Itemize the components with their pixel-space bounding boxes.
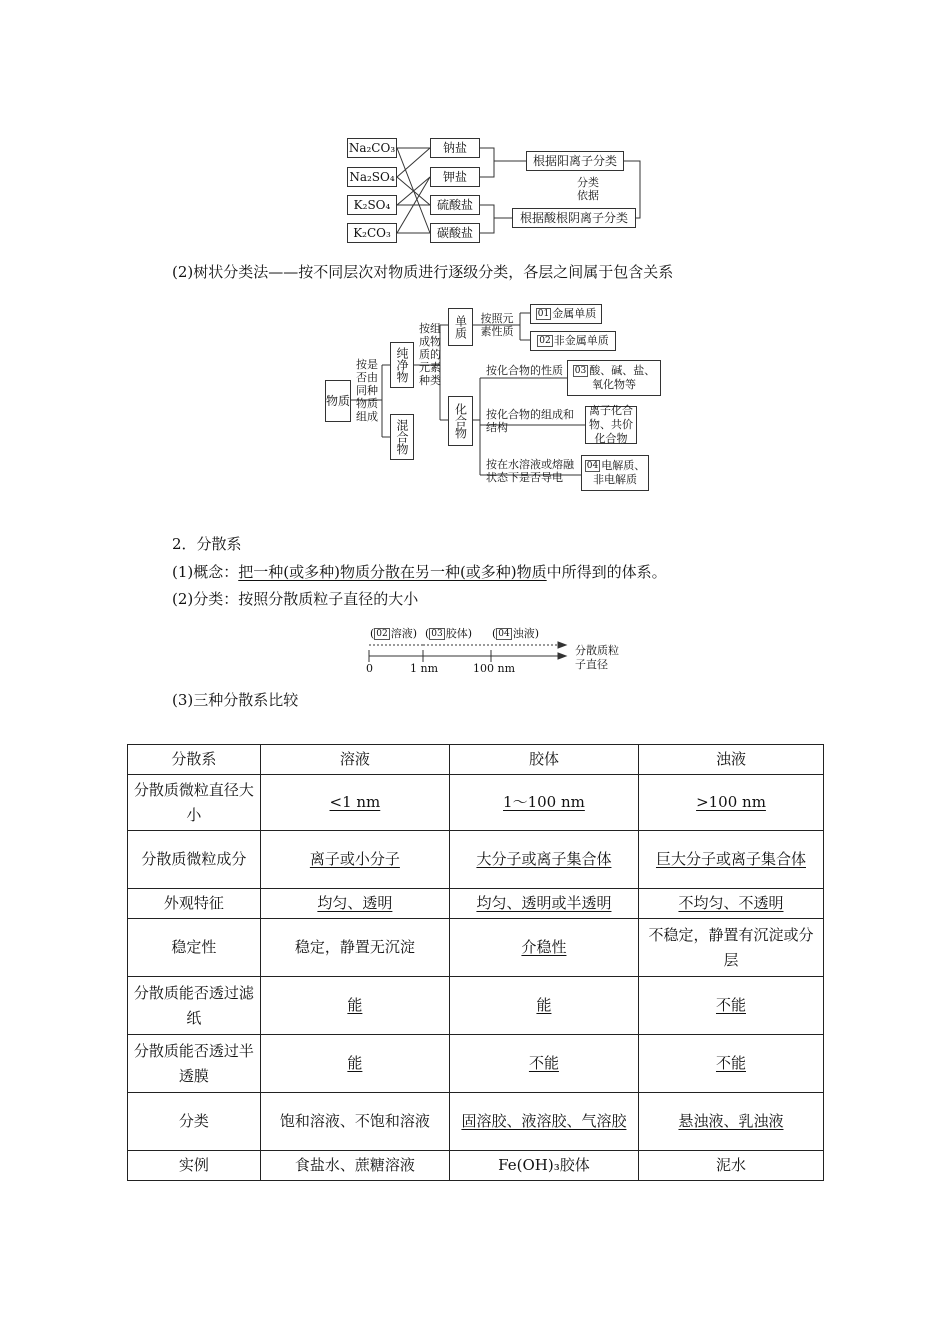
classification-basis: 分类依据: [577, 176, 599, 202]
concept-suffix: 中所得到的体系。: [546, 563, 667, 581]
tree-metal-label: 金属单质: [552, 307, 597, 320]
scale-s2: 胶体: [445, 627, 468, 640]
table-cell: 食盐水、蔗糖溶液: [260, 1151, 449, 1181]
concept-underlined: 把一种(或多种)物质分散在另一种(或多种)物质: [238, 563, 547, 581]
scale-tick-1nm: 1 nm: [410, 662, 439, 675]
row-label: 分散质能否透过滤纸: [128, 977, 261, 1035]
dispersion-comparison-table: [127, 744, 824, 1181]
scale-s1: 溶液: [390, 627, 413, 640]
header-cell: 分散系: [128, 745, 261, 775]
tree-root-criterion: 按是否由同种物质组成: [356, 358, 378, 423]
table-cell: 不稳定，静置有沉淀或分层: [638, 919, 823, 977]
sodium-salt: 钠盐: [430, 138, 480, 158]
tree-c3-criterion: 按在水溶液或熔融状态下是否导电: [486, 458, 574, 484]
concept-prefix: (1)概念：: [172, 563, 239, 581]
table-cell: 离子或小分子: [260, 831, 449, 889]
row-label: 实例: [128, 1151, 261, 1181]
row-label: 分散质微粒成分: [128, 831, 261, 889]
header-cell: 胶体: [449, 745, 638, 775]
tree-element-criterion: 按照元素性质: [480, 312, 514, 338]
table-cell: >100 nm: [638, 775, 823, 831]
table-row: [128, 1093, 824, 1151]
scale-n2: 03: [431, 629, 443, 639]
row-label: 分类: [128, 1093, 261, 1151]
table-header-row: [128, 745, 824, 775]
table-cell: 悬浊液、乳浊液: [638, 1093, 823, 1151]
tree-classification-heading: (2)树状分类法——按不同层次对物质进行逐级分类，各层之间属于包含关系: [172, 263, 674, 281]
scale-axis-label: 分散质粒子直径: [575, 644, 619, 671]
table-cell: 不能: [638, 1035, 823, 1093]
table-row: [128, 889, 824, 919]
table-cell: 泥水: [638, 1151, 823, 1181]
tree-c2-result: 离子化合物、共价化合物: [585, 406, 637, 444]
tree-nonmetal-num: 02: [539, 336, 551, 346]
sulfate-salt: 硫酸盐: [430, 195, 480, 215]
compare-heading: (3)三种分散系比较: [172, 691, 299, 709]
section-2-title: 2．分散系: [172, 535, 242, 553]
table-row: [128, 1151, 824, 1181]
table-cell: 巨大分子或离子集合体: [638, 831, 823, 889]
tree-root-substance: 物质: [325, 380, 351, 422]
table-row: [128, 1035, 824, 1093]
scale-solution-label: ( 02 溶液): [370, 627, 418, 640]
table-cell: 均匀、透明: [260, 889, 449, 919]
table-cell: 不均匀、不透明: [638, 889, 823, 919]
salt-k2co3: K₂CO₃: [347, 223, 397, 243]
table-cell: 能: [260, 977, 449, 1035]
tree-metal-num: 01: [537, 309, 550, 319]
potassium-salt: 钾盐: [430, 167, 480, 187]
tree-mixture: 混合物: [390, 414, 414, 460]
table-cell: 均匀、透明或半透明: [449, 889, 638, 919]
header-cell: 溶液: [260, 745, 449, 775]
table-cell: 能: [260, 1035, 449, 1093]
table-cell: 稳定，静置无沉淀: [260, 919, 449, 977]
table-cell: 1～100 nm: [449, 775, 638, 831]
row-label: 稳定性: [128, 919, 261, 977]
tree-c1-num: 03: [574, 366, 587, 376]
tree-c2-criterion: 按化合物的组成和结构: [486, 408, 574, 434]
tree-pure-substance: 纯净物: [390, 342, 414, 388]
scale-tick-0: 0: [366, 662, 373, 675]
scale-colloid-label: ( 03 胶体): [425, 627, 473, 640]
scale-n1: 02: [376, 629, 388, 639]
table-cell: 不能: [638, 977, 823, 1035]
salt-na2co3: Na₂CO₃: [347, 138, 397, 158]
tree-c3-num: 04: [586, 461, 599, 471]
tree-nonmetal-label: 非金属单质: [553, 334, 609, 347]
table-cell: <1 nm: [260, 775, 449, 831]
scale-tick-100nm: 100 nm: [473, 662, 516, 675]
tree-c1-label: 酸、碱、盐、氧化物等: [589, 364, 656, 391]
scale-n3: 04: [498, 629, 510, 639]
table-cell: 饱和溶液、不饱和溶液: [260, 1093, 449, 1151]
header-cell: 浊液: [638, 745, 823, 775]
salt-k2so4: K₂SO₄: [347, 195, 397, 215]
table-row: [128, 775, 824, 831]
carbonate-salt: 碳酸盐: [430, 223, 480, 243]
table-cell: Fe(OH)₃胶体: [449, 1151, 638, 1181]
table-cell: 能: [449, 977, 638, 1035]
table-cell: 介稳性: [449, 919, 638, 977]
table-cell: 大分子或离子集合体: [449, 831, 638, 889]
table-cell: 固溶胶、液溶胶、气溶胶: [449, 1093, 638, 1151]
table-row: [128, 977, 824, 1035]
tree-c1-criterion: 按化合物的性质: [486, 364, 563, 377]
anion-classification: 根据酸根阴离子分类: [512, 208, 636, 228]
tree-pure-criterion: 按组成物质的元素种类: [419, 322, 441, 387]
classify-line: (2)分类：按照分散质粒子直径的大小: [172, 590, 419, 608]
scale-suspension-label: ( 04 浊液): [492, 627, 540, 640]
table-row: [128, 831, 824, 889]
tree-element: 单质: [448, 308, 473, 346]
salt-na2so4: Na₂SO₄: [347, 167, 397, 187]
tree-c3-label: 电解质、非电解质: [593, 459, 646, 486]
tree-compound: 化合物: [448, 396, 473, 446]
scale-s3: 浊液: [512, 627, 535, 640]
table-row: [128, 919, 824, 977]
cation-classification: 根据阳离子分类: [526, 151, 624, 171]
row-label: 分散质能否透过半透膜: [128, 1035, 261, 1093]
row-label: 外观特征: [128, 889, 261, 919]
row-label: 分散质微粒直径大小: [128, 775, 261, 831]
table-cell: 不能: [449, 1035, 638, 1093]
